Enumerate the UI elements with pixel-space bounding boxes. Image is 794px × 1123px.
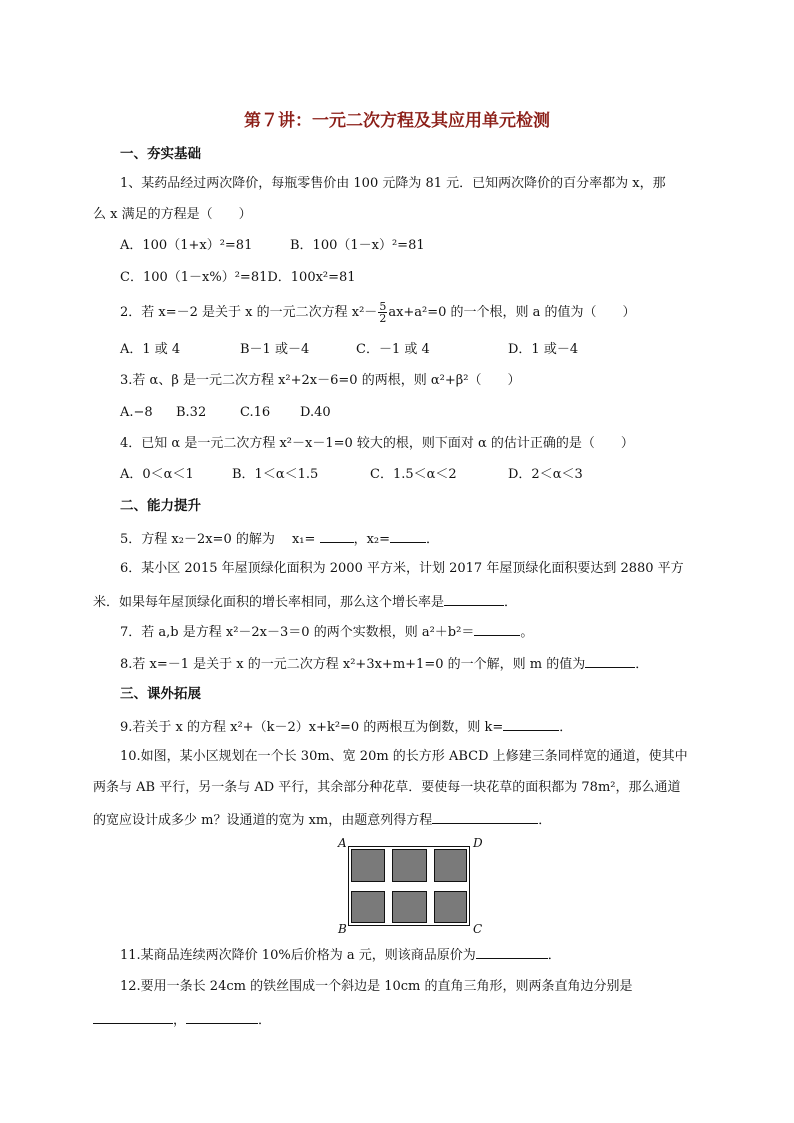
q9-blank[interactable] bbox=[503, 718, 559, 731]
flowerbed-top-right bbox=[434, 849, 467, 882]
q12-blank-1[interactable] bbox=[93, 1011, 173, 1024]
q6-line2 bbox=[93, 593, 517, 611]
q12-line2 bbox=[93, 1011, 271, 1029]
q5-mid: ，x₂= bbox=[353, 532, 390, 547]
q2-fraction-numerator: 5 bbox=[379, 300, 387, 313]
figure-label-c: C bbox=[473, 922, 483, 936]
q11-pre: 11.某商品连续两次降价 10%后价格为 a 元，则该商品原价为 bbox=[120, 948, 476, 963]
q8-pre: 8.若 x=－1 是关于 x 的一元二次方程 x²+3x+m+1=0 的一个解，则 m 的值为 bbox=[120, 657, 586, 672]
figure-label-b: B bbox=[338, 922, 347, 936]
q2-stem-post: ax+a²=0 的一个根，则 a 的值为（ ） bbox=[388, 305, 636, 320]
q7-end: 。 bbox=[520, 625, 534, 640]
q12-end: ． bbox=[258, 1013, 272, 1028]
q10-line1: 10.如图，某小区规划在一个长 30m、宽 20m 的长方形 ABCD 上修建三条同样宽的通道，使其中 bbox=[120, 749, 688, 764]
q9-end: ． bbox=[559, 720, 573, 735]
q11-stem bbox=[120, 946, 561, 964]
q4-option-d: D．2＜α＜3 bbox=[508, 467, 583, 482]
q4-option-a: A．0＜α＜1 bbox=[120, 467, 194, 482]
figure-label-d: D bbox=[473, 836, 483, 850]
q5-pre: 5．方程 x₂－2x=0 的解为 x₁= bbox=[120, 532, 316, 547]
q4-option-c: C．1.5＜α＜2 bbox=[370, 467, 457, 482]
flowerbed-bottom-left bbox=[351, 891, 385, 923]
q3-option-a: A.−8 bbox=[120, 405, 153, 420]
q5-stem bbox=[120, 530, 439, 548]
q10-blank[interactable] bbox=[432, 811, 538, 824]
q7-blank[interactable] bbox=[474, 623, 520, 636]
q9-pre: 9.若关于 x 的方程 x²+（k－2）x+k²=0 的两根互为倒数，则 k= bbox=[120, 720, 504, 735]
q10-line3-text: 的宽应设计成多少 m？设通道的宽为 xm，由题意列得方程 bbox=[93, 813, 433, 828]
q7-stem bbox=[120, 623, 533, 641]
q6-end: ． bbox=[504, 595, 518, 610]
figure-label-a: A bbox=[338, 836, 347, 850]
q2-option-d: D．1 或－4 bbox=[508, 342, 579, 357]
q11-blank[interactable] bbox=[476, 946, 548, 959]
q8-stem bbox=[120, 655, 648, 673]
q2-stem-pre: 2．若 x=－2 是关于 x 的一元二次方程 x²－ bbox=[120, 305, 378, 320]
q4-stem: 4．已知 α 是一元二次方程 x²－x－1=0 较大的根，则下面对 α 的估计正确的是（ ） bbox=[120, 436, 634, 451]
q5-blank-x2[interactable] bbox=[390, 530, 426, 543]
q3-option-b: B.32 bbox=[176, 405, 207, 420]
q11-end: ． bbox=[547, 948, 561, 963]
q4-option-b: B．1＜α＜1.5 bbox=[232, 467, 319, 482]
rectangle-abcd-figure bbox=[348, 846, 470, 926]
q5-end: ． bbox=[426, 532, 440, 547]
q7-pre: 7．若 a,b 是方程 x²－2x－3＝0 的两个实数根，则 a²＋b²＝ bbox=[120, 625, 475, 640]
q9-stem bbox=[120, 718, 572, 736]
section-heading-3: 三、课外拓展 bbox=[120, 686, 201, 702]
q10-line3 bbox=[93, 811, 551, 829]
q2-option-b: B－1 或－4 bbox=[240, 342, 310, 357]
q2-fraction bbox=[378, 301, 387, 324]
q12-blank-2[interactable] bbox=[186, 1011, 258, 1024]
section-heading-1: 一、夯实基础 bbox=[120, 146, 201, 162]
q2-option-c: C．－1 或 4 bbox=[356, 342, 430, 357]
q6-line2-text: 米．如果每年屋顶绿化面积的增长率相同，那么这个增长率是 bbox=[93, 595, 445, 610]
q2-fraction-denominator: 2 bbox=[379, 312, 387, 325]
q1-option-a: A．100（1+x）²=81 bbox=[120, 238, 253, 253]
q5-blank-x1[interactable] bbox=[320, 530, 354, 543]
q6-line1: 6．某小区 2015 年屋顶绿化面积为 2000 平方米，计划 2017 年屋顶绿化面积要达到 2880 平方 bbox=[120, 561, 684, 576]
q1-line2: 么 x 满足的方程是（ ） bbox=[93, 207, 252, 222]
q3-option-d: D.40 bbox=[300, 405, 331, 420]
q8-end: ． bbox=[635, 657, 649, 672]
page-title: 第７讲：一元二次方程及其应用单元检测 bbox=[244, 111, 550, 131]
q10-line2: 两条与 AB 平行，另一条与 AD 平行，其余部分种花草．要使每一块花草的面积都为 78m²，那么通道 bbox=[93, 780, 681, 795]
q2-option-a: A．1 或 4 bbox=[120, 342, 181, 357]
flowerbed-top-middle bbox=[392, 849, 427, 882]
flowerbed-bottom-middle bbox=[392, 891, 427, 923]
q1-line1: 1、某药品经过两次降价，每瓶零售价由 100 元降为 81 元．已知两次降价的百分率都为 x，那 bbox=[120, 176, 666, 191]
q2-stem bbox=[120, 301, 636, 325]
q3-option-c: C.16 bbox=[240, 405, 271, 420]
q6-blank[interactable] bbox=[444, 593, 504, 606]
q10-end: ． bbox=[538, 813, 552, 828]
q8-blank[interactable] bbox=[585, 655, 635, 668]
q1-option-b: B．100（1－x）²=81 bbox=[290, 238, 425, 253]
q12-line1: 12.要用一条长 24cm 的铁丝围成一个斜边是 10cm 的直角三角形，则两条直角边分别是 bbox=[120, 979, 633, 994]
q3-stem: 3.若 α、β 是一元二次方程 x²+2x－6=0 的两根，则 α²+β²（ ） bbox=[120, 373, 521, 388]
flowerbed-top-left bbox=[351, 849, 385, 882]
section-heading-2: 二、能力提升 bbox=[120, 498, 201, 514]
q12-sep: ， bbox=[173, 1013, 187, 1028]
q1-option-cd: C．100（1－x%）²=81D．100x²=81 bbox=[120, 270, 356, 285]
flowerbed-bottom-right bbox=[434, 891, 467, 923]
